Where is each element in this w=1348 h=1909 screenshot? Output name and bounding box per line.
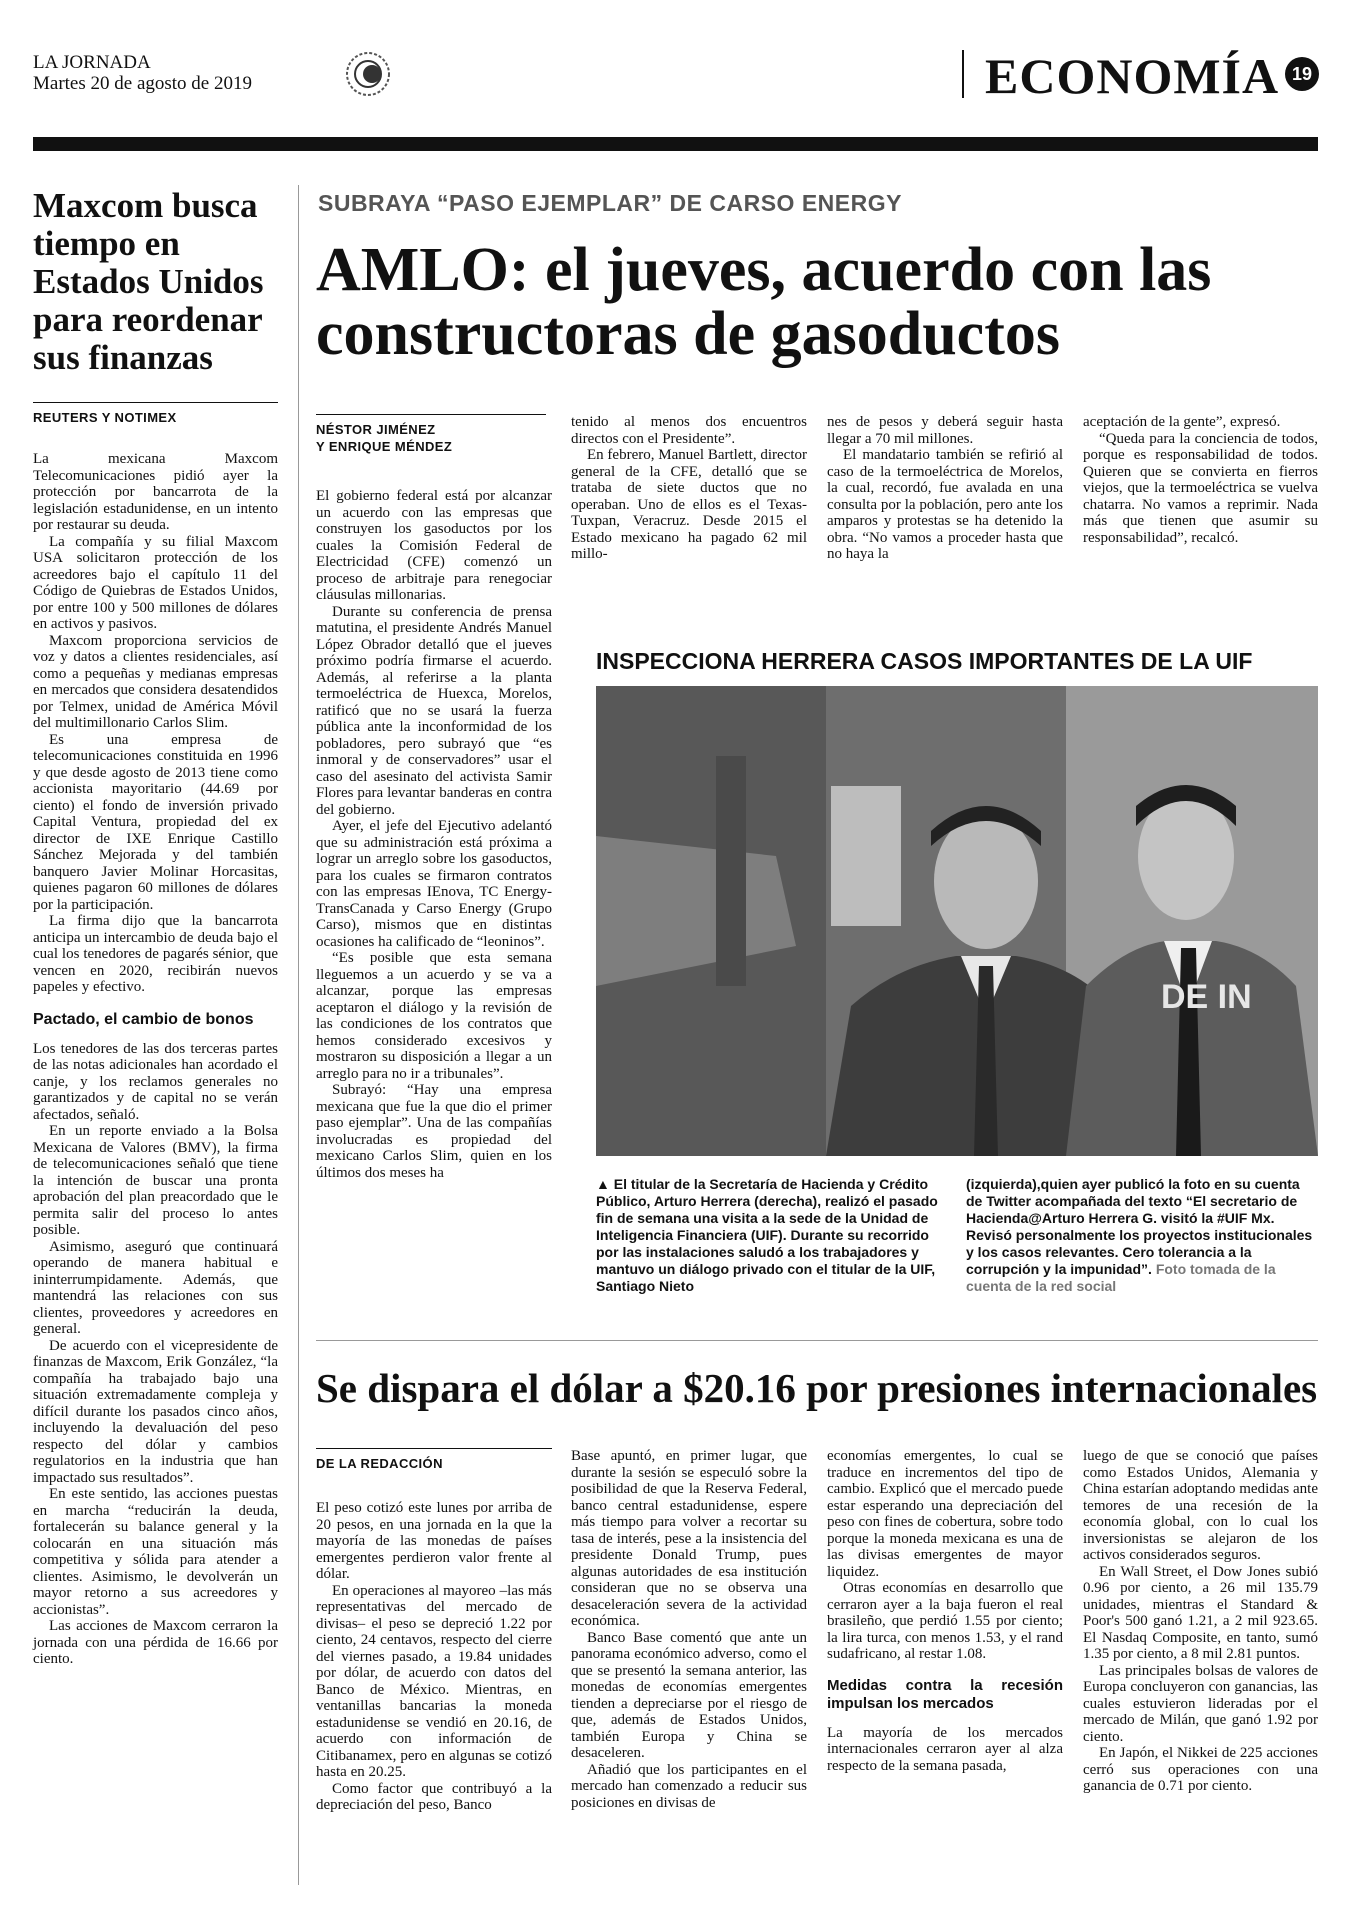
paragraph: Las principales bolsas de valores de Europa concluyeron con ganancias, las cuales estuvieron lideradas por el mercado de Milán, que ganó 1.92 por ciento. (1083, 1662, 1318, 1745)
author-line: NÉSTOR JIMÉNEZ (316, 422, 436, 437)
publication-name: LA JORNADA (33, 52, 151, 73)
paragraph: Ayer, el jefe del Ejecutivo adelantó que su administración está próxima a lograr un arreglo sobre los gasoductos, para los cuales se firmaron contratos con las empresas IEnova, TC Energy-TransCanada y Carso Energy (Grupo Carso), mismos que en distintas ocasiones ha calificado de “leoninos”. (316, 818, 552, 950)
jornada-sun-logo-icon (344, 50, 392, 98)
paragraph: Es una empresa de telecomunicaciones constituida en 1996 y que desde agosto de 2013 tiene como accionista mayoritario (44.69 por ciento) el fondo de inversión privado Capital Ventura, propiedad del ex director de IXE Enrique Castillo Sánchez Mejorada y del también banquero Javier Molinar Horcasitas, quienes pagaron 60 millones de dólares por la participación. (33, 731, 278, 913)
paragraph: Durante su conferencia de prensa matutina, el presidente Andrés Manuel López Obrador detalló que el jueves próximo podría firmarse el acuerdo. Además, al referirse a la planta termoeléctrica de Huexca, Morelos, ratificó que no se usará la fuerza pública ante la inconformidad de los pobladores, pero subrayó que “es inmoral y de conservadores” usar el caso del asesinato del activista Samir Flores para levantar banderas en contra del gobierno. (316, 603, 552, 818)
paragraph: El gobierno federal está por alcanzar un acuerdo con las empresas que construyen los gasoductos por los cuales la Comisión Federal de Electricidad (CFE) comenzó un proceso de arbitraje para renegociar cláusulas millonarias. (316, 488, 552, 603)
paragraph: En operaciones al mayoreo –las más representativas del mercado de divisas– el peso se depreció 1.22 por ciento, 24 centavos, respecto del cierre del viernes pasado, a 19.84 unidades por dólar, de acuerdo con datos del Banco de México. Mientras, en ventanillas bancarias la moneda estadunidense se vendió en 20.16, de acuerdo con información de Citibanamex, pero en algunas se cotizó hasta en 20.25. (316, 1582, 552, 1780)
paragraph: Asimismo, aseguró que continuará operando de manera habitual e ininterrumpidamente. Además, que mantendrá las relaciones con sus clientes, proveedores y acreedores en general. (33, 1238, 278, 1337)
paragraph: La firma dijo que la bancarrota anticipa un intercambio de deuda bajo el cual los tenedores de pagarés sénior, que vencen en 2020, recibirán nuevos papeles y efectivo. (33, 913, 278, 995)
main-story-col4 (1083, 414, 1318, 546)
paragraph: Maxcom proporciona servicios de voz y datos a clientes residenciales, así como a pequeñas y medianas empresas en mercados que considera desatendidos por Telmex, unidad de América Móvil del multimillonario Carlos Slim. (33, 632, 278, 731)
paragraph: Como factor que contribuyó a la depreciación del peso, Banco (316, 1780, 552, 1813)
page-number-badge: 19 (1285, 57, 1319, 91)
paragraph: nes de pesos y deberá seguir hasta llegar a 70 mil millones. (827, 414, 1063, 447)
paragraph: La compañía y su filial Maxcom USA solicitaron protección de los acreedores bajo el capítulo 11 del Código de Quiebras de Estados Unidos, por entre 100 y 500 millones de dólares en activos y pasivos. (33, 533, 278, 632)
dollar-story-credit: DE LA REDACCIÓN (316, 1448, 552, 1472)
paragraph: En Japón, el Nikkei de 225 acciones cerró sus operaciones con una ganancia de 0.71 por ciento. (1083, 1745, 1318, 1794)
paragraph: La mayoría de los mercados internacionales cerraron ayer al alza respecto de la semana pasada, (827, 1724, 1063, 1774)
photo-title: INSPECCIONA HERRERA CASOS IMPORTANTES DE LA UIF (596, 648, 1253, 674)
main-story-credit (316, 414, 546, 455)
paragraph: El peso cotizó este lunes por arriba de 20 pesos, en una jornada en la que la mayoría de las monedas de países emergentes perdieron valor frente al dólar. (316, 1500, 552, 1582)
dollar-story-col4 (1083, 1448, 1318, 1795)
dollar-story-headline: Se dispara el dólar a $20.16 por presiones internacionales (316, 1365, 1318, 1411)
paragraph: Base apuntó, en primer lugar, que durante la sesión se especuló sobre la posibilidad de que la Reserva Federal, banco central estadunidense, espere más tiempo para volver a recortar su tasa de interés, pese a la insistencia del presidente Donald Trump, pues algunas autoridades de esa institución consideran que no se observa una desaceleración severa de la actividad económica. (571, 1448, 807, 1629)
photo-credit: Foto tomada de la cuenta de la red social (966, 1261, 1276, 1294)
author-line: Y ENRIQUE MÉNDEZ (316, 439, 453, 454)
paragraph: aceptación de la gente”, expresó. (1083, 414, 1281, 430)
dollar-story-col3 (827, 1448, 1063, 1774)
paragraph: luego de que se conoció que países como Estados Unidos, Alemania y China estarían adoptando medidas ante temores de una recesión de la economía global, con lo cual los inversionistas se alejaron de los activos considerados seguros. (1083, 1448, 1318, 1563)
photo-wall-text: DE IN (1161, 978, 1252, 1016)
paragraph: Subrayó: “Hay una empresa mexicana que fue la que dio el primer paso ejemplar”. Una de las compañías involucradas es propiedad del mexicano Carlos Slim, quien en los últimos dos meses ha (316, 1082, 552, 1181)
paragraph: En Wall Street, el Dow Jones subió 0.96 por ciento, a 26 mil 135.79 unidades, mientras el Standard & Poor's 500 ganó 1.21, a 2 mil 923.65. El Nasdaq Composite, en tanto, sumó 1.35 por ciento, a 8 mil 2.81 puntos. (1083, 1563, 1318, 1662)
paragraph: La mexicana Maxcom Telecomunicaciones pidió ayer la protección por bancarrota de la legislación estadunidense, en un intento por restaurar su deuda. (33, 451, 278, 533)
news-photo (596, 686, 1318, 1156)
story-divider (316, 1340, 1318, 1341)
paragraph: En un reporte enviado a la Bolsa Mexicana de Valores (BMV), la firma de telecomunicaciones señaló que tiene la intención de buscar una pronta aprobación del plan preacordado que le permita salir del proceso lo antes posible. (33, 1123, 278, 1238)
main-story-col3 (827, 414, 1063, 563)
paragraph: En febrero, Manuel Bartlett, director general de la CFE, detalló que se trataba de siete ductos que no operaban. Uno de ellos es el Texas-Tuxpan, Veracruz. Desde 2015 el Estado mexicano ha pagado 62 mil millo- (571, 447, 807, 562)
main-story-col1 (316, 488, 552, 1181)
side-story-subhead: Pactado, el cambio de bonos (33, 1010, 254, 1028)
paragraph: Banco Base comentó que ante un panorama económico adverso, como el que se presentó la semana anterior, las monedas de economías emergentes tienden a depreciarse por el riesgo de que, además de Estados Unidos, también Europa y China se desaceleren. (571, 1629, 807, 1761)
paragraph: “Es posible que esta semana lleguemos a un acuerdo y se va a alcanzar, porque las empresas aceptaron el diálogo y la revisión de las condiciones de los contratos que hemos considerado excesivos y mostraron su disposición a llegar a un arreglo para no ir a tribunales”. (316, 950, 552, 1082)
dollar-story-subhead: Medidas contra la recesión impulsan los mercados (827, 1676, 1063, 1712)
dollar-story-col2 (571, 1448, 807, 1811)
paragraph: “Queda para la conciencia de todos, porque es responsabilidad de todos. Quieren que se convierta en fierros viejos, que la termoeléctrica se vuelva chatarra. No vamos a reprimir. Nada más que tienen que asumir su responsabilidad”, recalcó. (1083, 430, 1318, 546)
paragraph: Añadió que los participantes en el mercado han comenzado a reducir sus posiciones en divisas de (571, 1761, 807, 1811)
paragraph: Los tenedores de las dos terceras partes de las notas adicionales han acordado el canje, y los reclamos generales no garantizados y de capital no se verán afectados, señaló. (33, 1040, 278, 1123)
main-story-kicker: SUBRAYA “PASO EJEMPLAR” DE CARSO ENERGY (318, 190, 902, 216)
caption-text: (izquierda),quien ayer publicó la foto en su cuenta de Twitter acompañada del texto “El secretario de Hacienda@Arturo Herrera G. visitó la #UIF Mx. Revisó personalmente los proyectos institucionales y los casos relevantes. Cero tolerancia a la corrupción y la impunidad”. (966, 1176, 1313, 1277)
paragraph: economías emergentes, lo cual se traduce en incrementos del tipo de cambio. Explicó que el mercado puede estar esperando una depreciación del peso con fines de cobertura, sobre todo porque la moneda mexicana es una de las divisas emergentes de mayor liquidez. (827, 1448, 1063, 1580)
dollar-story-col1 (316, 1500, 552, 1814)
side-story-body (33, 451, 278, 1668)
photo-caption-col2 (966, 1176, 1318, 1295)
paragraph: tenido al menos dos encuentros directos con el Presidente”. (571, 414, 807, 447)
top-rule (33, 137, 1318, 151)
photo-illustration (596, 686, 1318, 1156)
masthead-publication (33, 52, 252, 94)
paragraph: De acuerdo con el vicepresidente de finanzas de Maxcom, Erik González, “la compañía ha trabajado bajo una situación extremadamente compleja y difícil durante los pasados cinco años, incluyendo la devaluación del peso respecto del dólar y cambios regulatorios en la industria que han impactado sus resultados”. (33, 1337, 278, 1486)
masthead-divider (962, 50, 964, 98)
paragraph: Las acciones de Maxcom cerraron la jornada con una pérdida de 16.66 por ciento. (33, 1618, 278, 1667)
publication-date: Martes 20 de agosto de 2019 (33, 73, 252, 94)
paragraph: Otras economías en desarrollo que cerraron ayer a la baja fueron el real brasileño, que perdió 1.55 por ciento; la lira turca, con menos 1.53, y el rand sudafricano, al restar 1.08. (827, 1580, 1063, 1662)
paragraph: En este sentido, las acciones puestas en marcha “reducirán la deuda, fortalecerán su balance general y la colocarán en una situación más competitiva y sólida para atender a clientes. Asimismo, le devolverán un mayor retorno a sus acreedores y accionistas”. (33, 1486, 278, 1618)
photo-caption-col1: ▲ El titular de la Secretaría de Hacienda y Crédito Público, Arturo Herrera (derecha), realizó el pasado fin de semana una visita a la sede de la Unidad de Inteligencia Financiera (UIF). Durante su recorrido por las instalaciones saludó a los trabajadores y mantuvo un diálogo privado con el titular de la UIF, Santiago Nieto (596, 1176, 938, 1294)
side-story-headline: Maxcom busca tiempo en Estados Unidos para reordenar sus finanzas (33, 186, 264, 377)
paragraph: El mandatario también se refirió al caso de la termoeléctrica de Morelos, la cual, recordó, fue avalada en una consulta por la población, pero ante los amparos y protestas se ha detenido la obra. “No vamos a proceder hasta que no haya la (827, 447, 1063, 562)
column-divider (298, 185, 299, 1885)
main-story-col2 (571, 414, 807, 563)
main-story-headline: AMLO: el jueves, acuerdo con las constructoras de gasoductos (316, 236, 1212, 368)
section-title: ECONOMÍA (985, 48, 1280, 104)
side-story-credit: REUTERS Y NOTIMEX (33, 402, 278, 426)
